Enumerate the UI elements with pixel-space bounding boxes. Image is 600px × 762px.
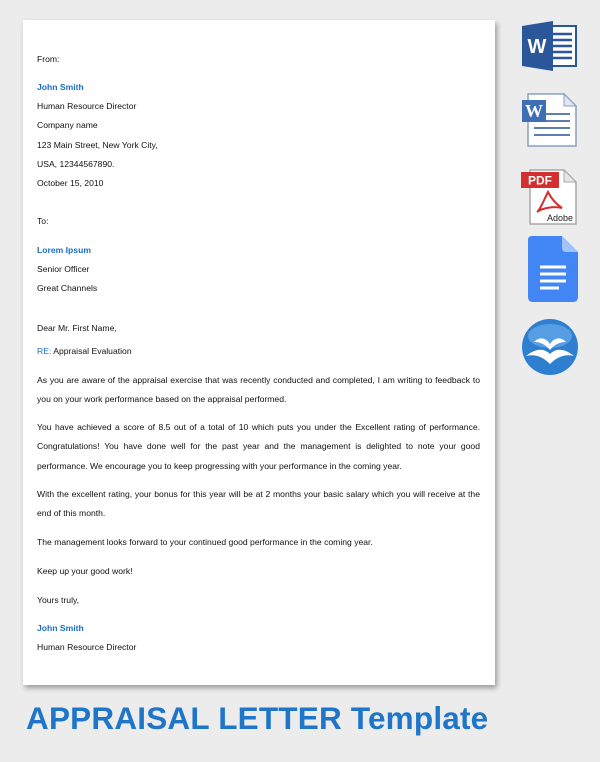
- re-label: RE:: [37, 346, 52, 356]
- sender-name: John Smith: [37, 82, 84, 92]
- sender-street: 123 Main Street, New York City,: [37, 140, 158, 150]
- openoffice-icon[interactable]: [520, 318, 580, 376]
- signature-name: John Smith: [37, 623, 84, 633]
- sender-company: Company name: [37, 120, 98, 130]
- document-title: APPRAISAL LETTER Template: [26, 700, 489, 736]
- sender-country-zip: USA, 12344567890.: [37, 159, 115, 169]
- to-label: To:: [37, 216, 49, 226]
- salutation: Dear Mr. First Name,: [37, 323, 117, 333]
- recipient-name: Lorem Ipsum: [37, 245, 91, 255]
- word-doc-icon[interactable]: [520, 92, 578, 148]
- paragraph-1: As you are aware of the appraisal exercise that was recently conducted and completed, I am writing to feedback to you on your work performance based on the appraisal performed.: [37, 375, 480, 405]
- adobe-label: Adobe: [546, 213, 574, 223]
- letter-page: [23, 20, 495, 685]
- recipient-company: Great Channels: [37, 283, 98, 293]
- paragraph-3: With the excellent rating, your bonus for this year will be at 2 months your basic salary which you will receive at the end of this month.: [37, 489, 480, 519]
- letter-date: October 15, 2010: [37, 178, 104, 188]
- google-docs-icon[interactable]: [528, 236, 578, 302]
- sender-title: Human Resource Director: [37, 101, 137, 111]
- recipient-title: Senior Officer: [37, 264, 90, 274]
- word-new-icon[interactable]: [520, 20, 578, 72]
- word-old-letter: W: [525, 101, 543, 121]
- closing: Yours truly,: [37, 595, 80, 605]
- paragraph-4: The management looks forward to your continued good performance in the coming year.: [37, 537, 373, 547]
- paragraph-5: Keep up your good work!: [37, 566, 133, 576]
- pdf-adobe-icon[interactable]: [520, 168, 578, 226]
- word-new-letter: W: [527, 36, 547, 58]
- re-subject: Appraisal Evaluation: [53, 346, 132, 356]
- re-line: [37, 346, 132, 356]
- paragraph-2: You have achieved a score of 8.5 out of a total of 10 which puts you under the Excellent rating of performance. Congratulations! You have done well for the past year and the management is delighted to note your good performance. We encourage you to keep progressing with your performance in the coming year.: [37, 422, 480, 471]
- from-label: From:: [37, 54, 60, 64]
- pdf-tag: PDF: [528, 173, 552, 188]
- signature-title: Human Resource Director: [37, 642, 137, 652]
